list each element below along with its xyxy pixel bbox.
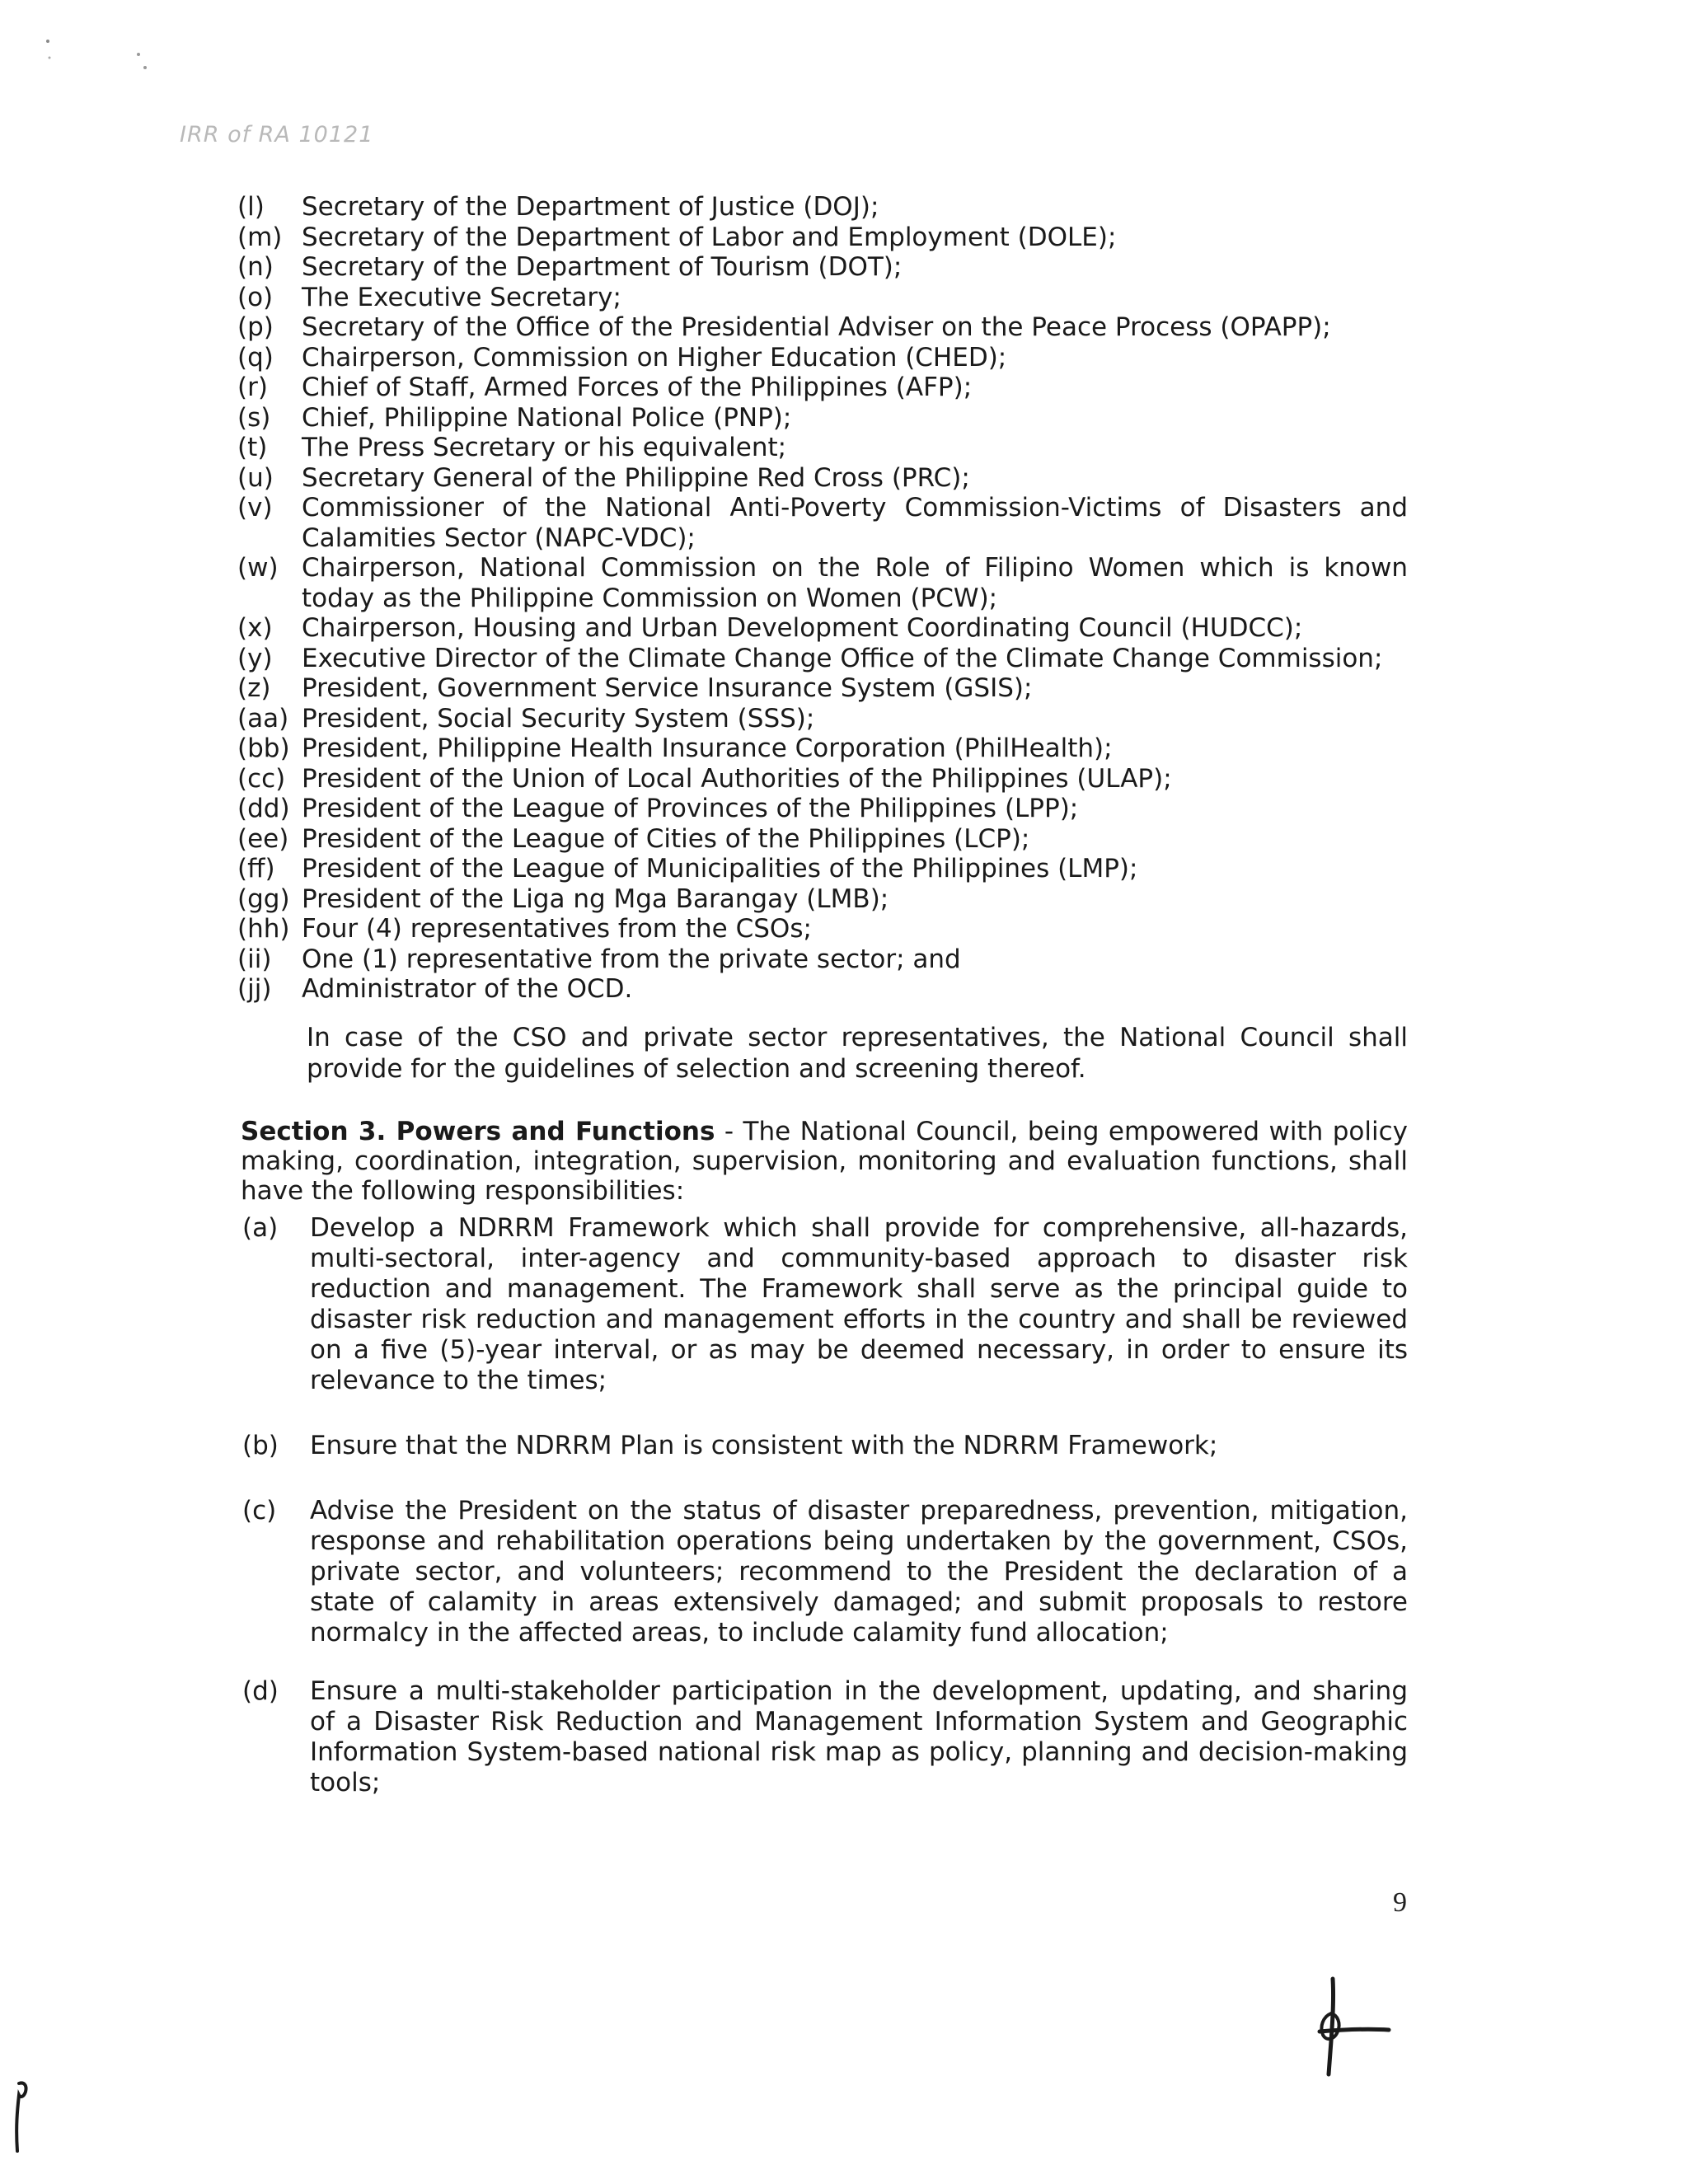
item-text: Chairperson, Housing and Urban Development Coordinating Council (HUDCC); — [302, 613, 1303, 643]
list-item — [237, 493, 1408, 553]
running-header: IRR of RA 10121 — [180, 122, 374, 148]
function-item-a — [242, 1213, 1408, 1396]
list-item — [242, 1496, 1408, 1648]
cso-note-paragraph: In case of the CSO and private sector representatives, the National Council shall provide for the guidelines of selection and screening thereof. — [307, 1023, 1408, 1084]
list-item — [237, 854, 1408, 884]
item-marker: (bb) — [237, 733, 290, 763]
item-marker: (ff) — [237, 854, 275, 883]
item-text: Administrator of the OCD. — [302, 974, 633, 1004]
item-text: Ensure a multi-stakeholder participation in the development, updating, and sharing of a Disaster Risk Reduction and Management Information System and Geographic Information System-based national risk map as policy, planning and decision-making tools; — [310, 1676, 1408, 1797]
list-item — [237, 673, 1408, 704]
item-marker: (hh) — [237, 914, 290, 944]
item-text: President of the Union of Local Authorities of the Philippines (ULAP); — [302, 763, 1172, 794]
item-text: Chairperson, National Commission on the Role of Filipino Women which is known today as the Philippine Commission on Women (PCW); — [302, 553, 1408, 613]
scan-specks — [41, 33, 157, 82]
list-item — [237, 974, 1408, 1005]
item-marker: (w) — [237, 553, 279, 583]
item-text: President of the League of Municipalities of the Philippines (LMP); — [302, 854, 1138, 883]
item-text: Chairperson, Commission on Higher Education (CHED); — [302, 342, 1007, 373]
initial-signature — [1315, 1974, 1405, 2081]
item-marker: (y) — [237, 643, 273, 673]
item-marker: (n) — [237, 252, 274, 282]
section-heading: Section 3. Powers and Functions — [241, 1117, 715, 1146]
list-item — [237, 553, 1408, 613]
list-item — [237, 223, 1408, 253]
item-marker: (a) — [242, 1213, 279, 1243]
item-text: Ensure that the NDRRM Plan is consistent with the NDRRM Framework; — [310, 1431, 1218, 1460]
item-marker: (ee) — [237, 823, 289, 854]
item-text: The Executive Secretary; — [302, 282, 621, 312]
list-item — [237, 403, 1408, 434]
item-marker: (s) — [237, 402, 271, 433]
item-marker: (jj) — [237, 974, 272, 1004]
item-marker: (t) — [237, 433, 268, 462]
item-marker: (gg) — [237, 883, 290, 914]
list-item — [237, 733, 1408, 764]
item-marker: (z) — [237, 673, 271, 703]
item-text: Secretary General of the Philippine Red Cross (PRC); — [302, 462, 970, 493]
list-item — [237, 463, 1408, 494]
list-item — [242, 1676, 1408, 1798]
item-marker: (p) — [237, 312, 274, 342]
function-item-b — [242, 1431, 1408, 1461]
page-number: 9 — [1393, 1887, 1407, 1918]
item-text: President, Government Service Insurance System (GSIS); — [302, 673, 1033, 703]
list-item — [237, 373, 1408, 403]
list-item — [237, 613, 1408, 644]
list-item — [237, 192, 1408, 223]
list-item — [237, 252, 1408, 283]
item-text: The Press Secretary or his equivalent; — [302, 433, 787, 462]
item-marker: (u) — [237, 462, 274, 493]
list-item — [237, 644, 1408, 674]
list-item — [242, 1213, 1408, 1396]
item-marker: (m) — [237, 222, 283, 252]
list-item — [237, 343, 1408, 373]
item-marker: (v) — [237, 493, 273, 523]
list-item — [237, 283, 1408, 313]
item-text: Develop a NDRRM Framework which shall provide for comprehensive, all-hazards, multi-sectoral, inter-agency and community-based approach to disaster risk reduction and management. The Framework shall serve as the principal guide to disaster risk reduction and management efforts in the country and shall be reviewed on a five (5)-year interval, or as may be deemed necessary, in order to ensure its relevance to the times; — [310, 1213, 1408, 1395]
item-text: Secretary of the Department of Justice (DOJ); — [302, 192, 879, 222]
item-marker: (aa) — [237, 703, 289, 733]
item-marker: (cc) — [237, 763, 286, 794]
item-text: President of the League of Provinces of the Philippines (LPP); — [302, 794, 1079, 823]
list-item — [237, 794, 1408, 824]
list-item — [237, 764, 1408, 794]
item-text: Four (4) representatives from the CSOs; — [302, 914, 812, 944]
list-item — [237, 433, 1408, 463]
item-text: One (1) representative from the private sector; and — [302, 944, 961, 974]
item-marker: (dd) — [237, 794, 290, 823]
item-text: Executive Director of the Climate Change Office of the Climate Change Commission; — [302, 643, 1383, 673]
list-item — [237, 704, 1408, 734]
section-3-intro — [241, 1117, 1408, 1206]
item-text: President, Philippine Health Insurance Corporation (PhilHealth); — [302, 733, 1113, 763]
item-marker: (x) — [237, 613, 273, 643]
item-text: Advise the President on the status of disaster preparedness, prevention, mitigation, response and rehabilitation operations being undertaken by the government, CSOs, private sector, and volunteers; recommend to the President the declaration of a state of calamity in areas extensively damaged; and submit proposals to restore normalcy in the affected areas, to include calamity fund allocation; — [310, 1496, 1408, 1647]
item-text: Secretary of the Department of Labor and Employment (DOLE); — [302, 222, 1117, 252]
item-marker: (r) — [237, 373, 268, 402]
item-text: Chief, Philippine National Police (PNP); — [302, 402, 792, 433]
item-marker: (q) — [237, 342, 274, 373]
item-marker: (o) — [237, 282, 274, 312]
item-marker: (b) — [242, 1431, 279, 1460]
list-item — [237, 944, 1408, 975]
item-marker: (d) — [242, 1676, 279, 1706]
item-text: President, Social Security System (SSS); — [302, 703, 815, 733]
list-item — [237, 884, 1408, 915]
margin-initial-mark — [4, 2077, 37, 2159]
list-item — [237, 312, 1408, 343]
item-marker: (l) — [237, 192, 265, 222]
item-text: Commissioner of the National Anti-Poverty Commission-Victims of Disasters and Calamities Sector (NAPC-VDC); — [302, 493, 1408, 553]
item-text: Secretary of the Office of the Presidential Adviser on the Peace Process (OPAPP); — [302, 312, 1331, 342]
item-marker: (ii) — [237, 944, 272, 974]
function-item-d — [242, 1676, 1408, 1798]
list-item — [237, 914, 1408, 944]
item-text: President of the League of Cities of the Philippines (LCP); — [302, 823, 1030, 854]
section-intro-text: - The National Council, being empowered with policy making, coordination, integration, supervision, monitoring and evaluation functions, shall have the following responsibilities: — [241, 1117, 1408, 1206]
item-marker: (c) — [242, 1496, 277, 1526]
item-text: President of the Liga ng Mga Barangay (LMB); — [302, 883, 889, 914]
list-item — [242, 1431, 1408, 1461]
function-item-c — [242, 1496, 1408, 1648]
council-members-list — [237, 192, 1408, 1005]
item-text: Chief of Staff, Armed Forces of the Philippines (AFP); — [302, 373, 973, 402]
item-text: Secretary of the Department of Tourism (DOT); — [302, 252, 903, 282]
list-item — [237, 824, 1408, 855]
